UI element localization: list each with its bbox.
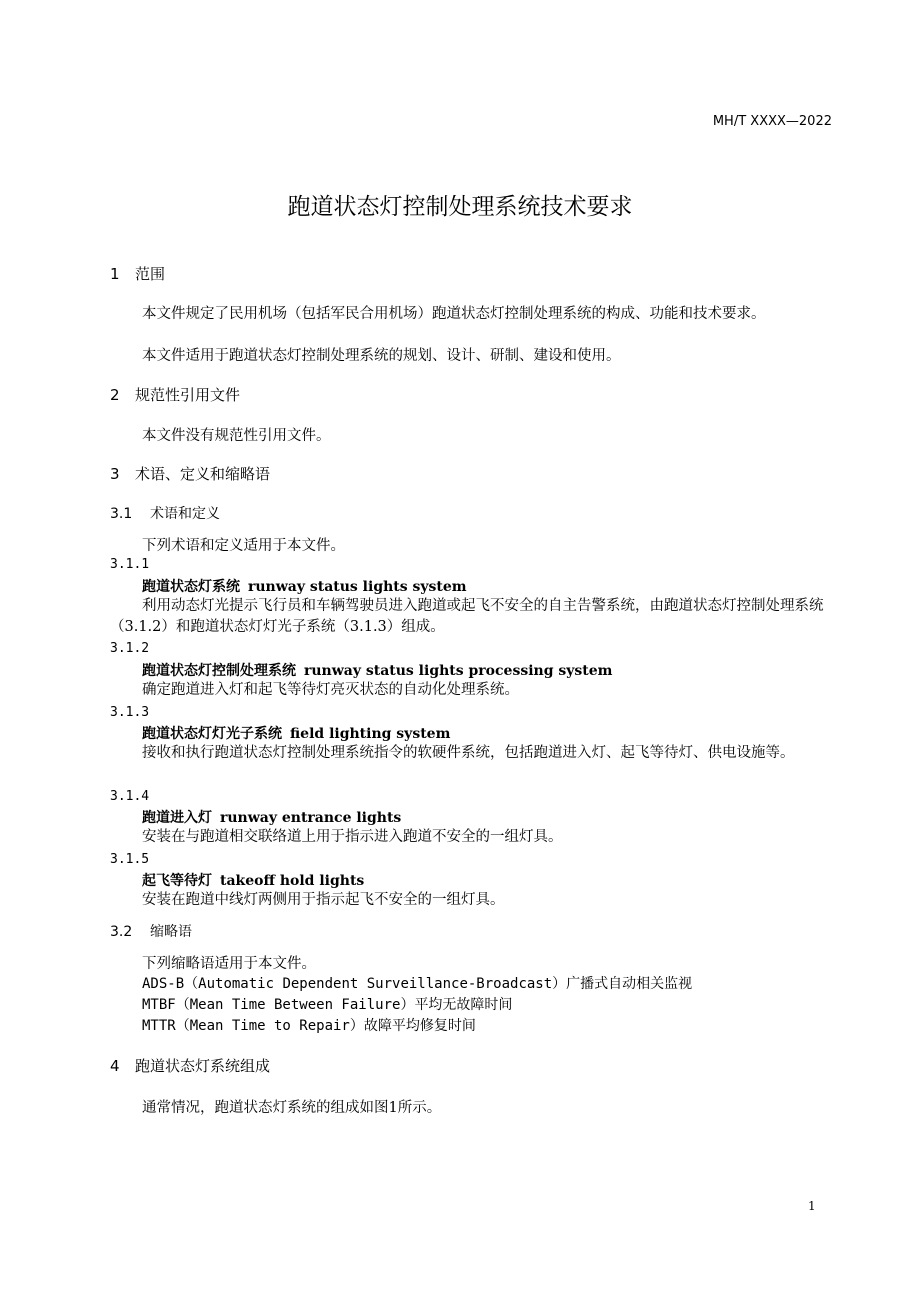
section-title: 规范性引用文件: [135, 386, 241, 404]
section-title: 范围: [135, 265, 166, 283]
page-number: 1: [808, 1199, 816, 1213]
term-en: runway status lights system: [248, 579, 467, 595]
paragraph: 下列术语和定义适用于本文件。: [142, 538, 345, 554]
term-zh: 跑道状态灯控制处理系统: [142, 663, 296, 679]
abbreviation: MTTR: [142, 1018, 176, 1034]
term-title: [142, 870, 364, 890]
section-title: 术语、定义和缩略语: [135, 465, 271, 483]
subsection-heading: [110, 921, 192, 941]
term-title: [142, 660, 612, 680]
abbreviation-expansion: Mean Time to Repair: [189, 1018, 350, 1034]
abbreviation-expansion: Automatic Dependent Surveillance-Broadcast: [198, 976, 553, 992]
term-definition: 安装在与跑道相交联络道上用于指示进入跑道不安全的一组灯具。: [142, 829, 563, 845]
abbreviation-entry: MTBF（Mean Time Between Failure）平均无故障时间: [142, 997, 513, 1013]
term-title: [142, 723, 450, 743]
abbreviation-expansion: Mean Time Between Failure: [189, 997, 401, 1013]
term-number: 3.1.4: [110, 789, 150, 804]
paragraph: 本文件规定了民用机场（包括军民合用机场）跑道状态灯控制处理系统的构成、功能和技术要求。: [142, 306, 766, 322]
term-en: runway entrance lights: [220, 810, 402, 826]
section-heading: [110, 463, 270, 484]
term-title: [142, 807, 401, 827]
term-zh: 跑道状态灯系统: [142, 579, 240, 595]
subsection-title: 缩略语: [150, 924, 192, 940]
abbreviation-meaning: 平均无故障时间: [414, 997, 513, 1013]
term-zh: 跑道进入灯: [142, 810, 212, 826]
paragraph: 通常情况，跑道状态灯系统的组成如图1所示。: [142, 1100, 442, 1116]
subsection-title: 术语和定义: [150, 506, 220, 522]
term-definition: 安装在跑道中线灯两侧用于指示起飞不安全的一组灯具。: [142, 892, 505, 908]
term-en: runway status lights processing system: [304, 663, 613, 679]
term-number: 3.1.1: [110, 557, 150, 572]
term-title: [142, 576, 467, 596]
abbreviation: MTBF: [142, 997, 176, 1013]
abbreviation-entry: MTTR（Mean Time to Repair）故障平均修复时间: [142, 1018, 476, 1034]
paragraph: 本文件没有规范性引用文件。: [142, 428, 331, 444]
section-heading: [110, 384, 240, 405]
subsection-heading: [110, 503, 220, 523]
abbreviation-entry: ADS-B（Automatic Dependent Surveillance-Broadcast）广播式自动相关监视: [142, 976, 693, 992]
abbreviation: ADS-B: [142, 976, 185, 992]
subsection-number: 3.1: [110, 506, 133, 522]
section-heading: [110, 263, 165, 284]
section-number: 1: [110, 265, 120, 283]
term-zh: 起飞等待灯: [142, 873, 212, 889]
section-number: 2: [110, 386, 120, 404]
term-definition: 确定跑道进入灯和起飞等待灯亮灭状态的自动化处理系统。: [142, 682, 519, 698]
term-definition: 利用动态灯光提示飞行员和车辆驾驶员进入跑道或起飞不安全的自主告警系统，由跑道状态灯控制处理系统（3.1.2）和跑道状态灯灯光子系统（3.1.3）组成。: [110, 598, 824, 635]
document-title: 跑道状态灯控制处理系统技术要求: [287, 194, 633, 220]
term-zh: 跑道状态灯灯光子系统: [142, 726, 282, 742]
term-number: 3.1.5: [110, 852, 150, 867]
term-en: field lighting system: [290, 726, 451, 742]
subsection-number: 3.2: [110, 924, 133, 940]
abbreviation-meaning: 广播式自动相关监视: [566, 976, 693, 992]
section-number: 3: [110, 465, 120, 483]
section-title: 跑道状态灯系统组成: [135, 1057, 271, 1075]
paragraph: 本文件适用于跑道状态灯控制处理系统的规划、设计、研制、建设和使用。: [142, 348, 621, 364]
term-en: takeoff hold lights: [220, 873, 365, 889]
term-number: 3.1.2: [110, 641, 150, 656]
abbreviation-meaning: 故障平均修复时间: [363, 1018, 476, 1034]
term-number: 3.1.3: [110, 705, 150, 720]
term-definition: 接收和执行跑道状态灯控制处理系统指令的软硬件系统，包括跑道进入灯、起飞等待灯、供电设施等。: [142, 745, 795, 761]
standard-code: MH/T XXXX—2022: [712, 114, 832, 129]
paragraph: 下列缩略语适用于本文件。: [142, 956, 316, 972]
section-heading: [110, 1055, 270, 1076]
section-number: 4: [110, 1057, 120, 1075]
